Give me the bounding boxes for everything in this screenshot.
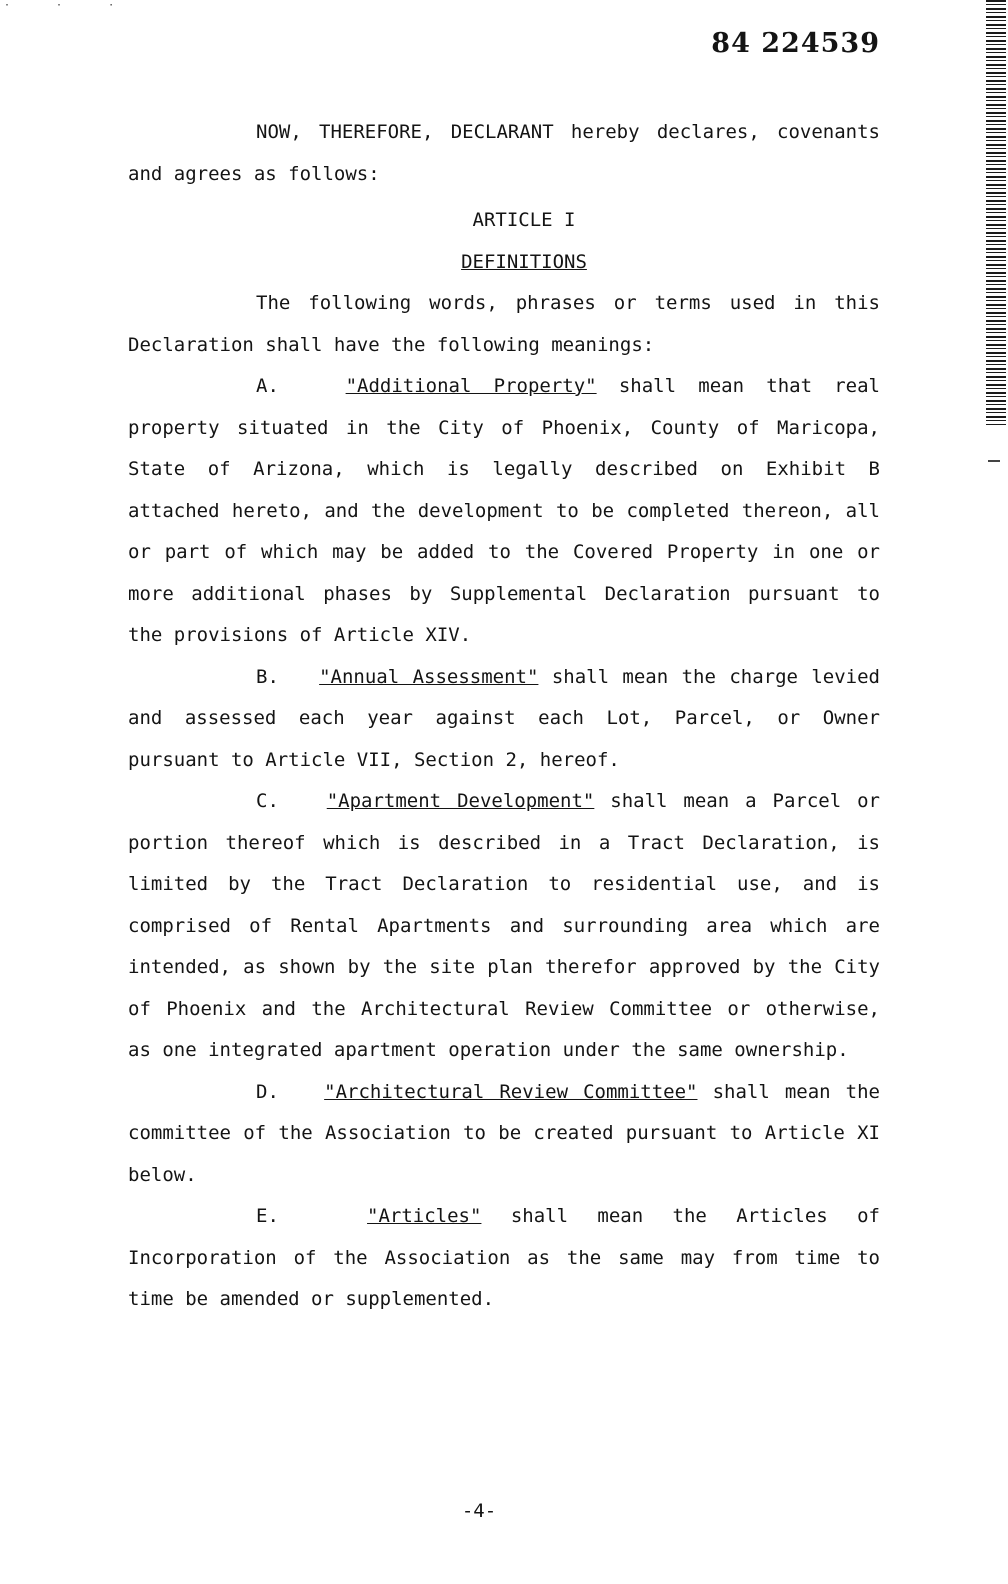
definition-d — [128, 1072, 880, 1197]
definition-a — [128, 366, 880, 657]
definition-term: "Additional Property" — [345, 375, 597, 397]
scan-artifact-dots: · · · — [4, 0, 135, 11]
definition-term: "Apartment Development" — [326, 790, 595, 812]
definition-letter: D. — [256, 1080, 279, 1103]
intro-paragraph: NOW, THEREFORE, DECLARANT hereby declares, covenants and agrees as follows: — [128, 121, 880, 185]
definition-c — [128, 781, 880, 1072]
scan-barcode-strip — [986, 0, 1006, 425]
definition-letter: A. — [256, 375, 279, 397]
article-heading: DEFINITIONS — [461, 251, 587, 273]
definition-e — [128, 1196, 880, 1321]
definition-letter: C. — [256, 790, 279, 812]
article-title: ARTICLE I — [472, 209, 576, 231]
definition-letter: E. — [256, 1205, 279, 1227]
definition-term: "Articles" — [367, 1205, 482, 1227]
definition-term: "Architectural Review Committee" — [324, 1080, 698, 1103]
definition-b — [128, 657, 880, 782]
definition-text: shall mean the charge levied and assessed each year against each Lot, Parcel, or Owner pursuant to Article VII, Section 2, hereof. — [128, 665, 880, 771]
page-number: -4- — [461, 1500, 497, 1522]
definition-text: shall mean the Articles of Incorporation of the Association as the same may from time to time be amended or supplemented. — [128, 1205, 880, 1310]
definition-text: shall mean the committee of the Association to be created pursuant to Article XI below. — [128, 1080, 880, 1186]
scan-edge-mark — [988, 460, 1000, 462]
preamble-paragraph: The following words, phrases or terms used in this Declaration shall have the following meanings: — [128, 292, 880, 356]
definition-text: shall mean a Parcel or portion thereof which is described in a Tract Declaration, is limited by the Tract Declaration to residential use, and is comprised of Rental Apartments and surrounding area which are intended, as shown by the site plan therefor approved by the City of Phoenix and the Architectural Review Committee or otherwise, as one integrated apartment operation under the same ownership. — [128, 790, 880, 1061]
definition-term: "Annual Assessment" — [319, 665, 539, 688]
recording-number: 84 224539 — [711, 28, 880, 59]
document-body — [128, 112, 880, 1321]
definition-text: shall mean that real property situated in the City of Phoenix, County of Maricopa, State of Arizona, which is legally described on Exhibit B attached hereto, and the development to be completed thereon, all or part of which may be added to the Covered Property in one or more additional phases by Supplemental Declaration pursuant to the provisions of Article XIV. — [128, 375, 880, 646]
definition-letter: B. — [256, 665, 279, 688]
